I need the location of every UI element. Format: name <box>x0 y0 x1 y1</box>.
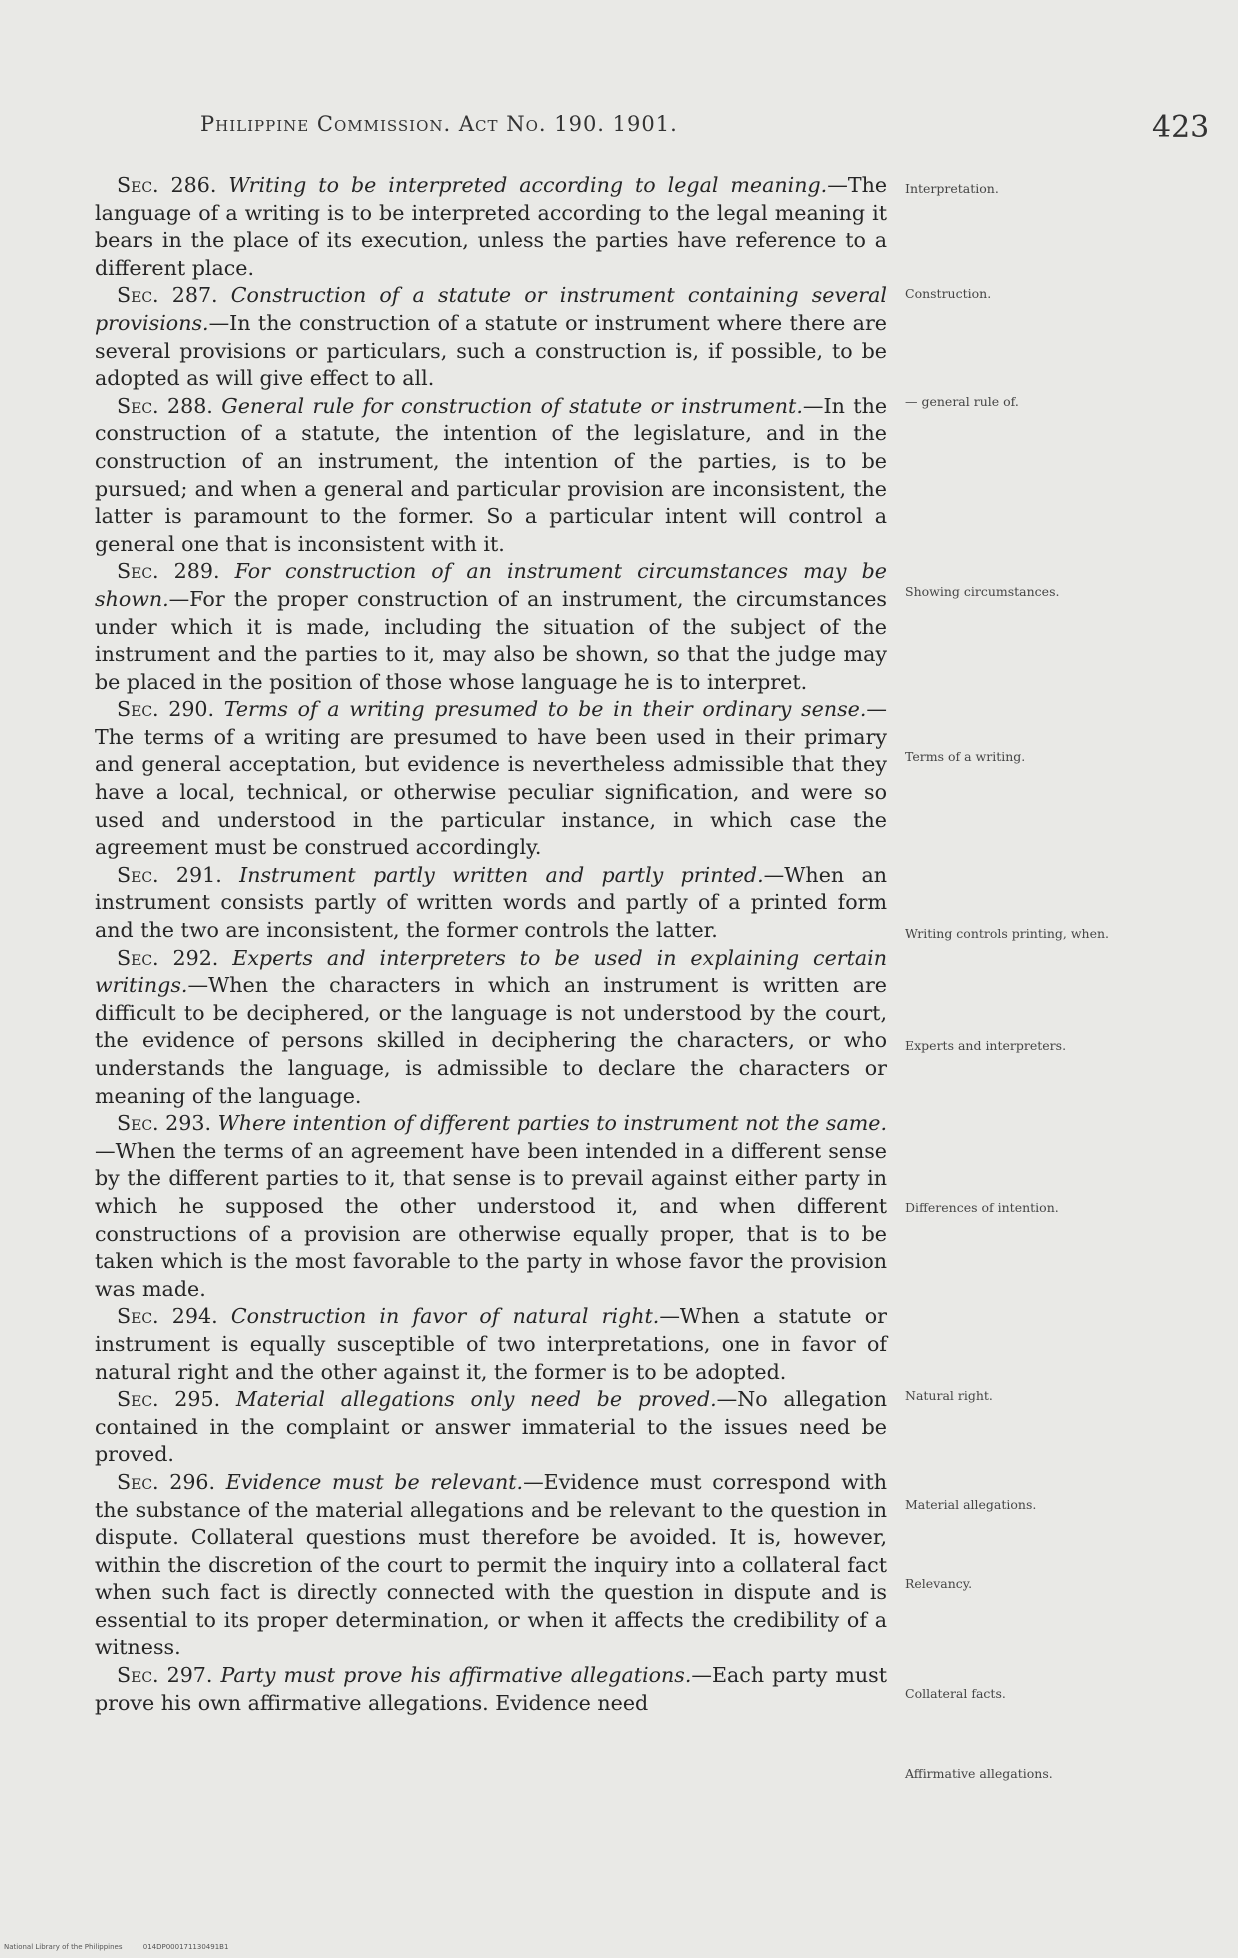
section-number: Sec. 297. <box>117 1663 213 1688</box>
section-text: —No allegation contained in the complaint or answer immaterial to the issues need be proved. <box>95 1387 887 1467</box>
margin-note-differences-of-intention: Differences of intention. <box>905 1200 1059 1215</box>
section-number: Sec. 291. <box>117 862 222 887</box>
margin-note-experts-interpreters: Experts and interpreters. <box>905 1038 1067 1053</box>
section-288 <box>95 393 887 559</box>
section-number: Sec. 290. <box>117 697 215 722</box>
section-title: General rule for construction of statute or instrument. <box>221 393 803 418</box>
section-number: Sec. 289. <box>117 559 220 584</box>
section-text: —The language of a writing is to be interpreted according to the legal meaning it bears in the place of its execution, unless the parties have reference to a different place. <box>95 173 888 280</box>
section-text: —When the terms of an agreement have been intended in a different sense by the different parties to it, that sense is to prevail against either party in which he supposed the other understood it, and when different constructions of a provision are otherwise equally proper, that is to be taken which is the most favorable to the party in whose favor the provision was made. <box>95 1138 887 1301</box>
section-text: —In the construction of a statute or instrument where there are several provisions or particulars, such a construction is, if possible, to be adopted as will give effect to all. <box>95 310 887 391</box>
section-title: Instrument partly written and partly printed. <box>239 862 764 887</box>
section-290 <box>95 696 887 862</box>
section-title: Writing to be interpreted according to legal meaning. <box>228 173 828 197</box>
section-text: —When the characters in which an instrument is written are difficult to be deciphered, or the language is not understood by the court, the evidence of persons skilled in deciphering the characters, or who understands the language, is admissible to declare the characters or meaning of the language. <box>95 973 887 1108</box>
section-number: Sec. 288. <box>117 393 213 418</box>
section-number: Sec. 293. <box>117 1111 212 1136</box>
section-text: —The terms of a writing are presumed to have been used in their primary and general acceptation, but evidence is nevertheless admissible that they have a local, technical, or otherwise peculiar signification, and were so used and understood in the particular instance, in which case the agreement must be construed accordingly. <box>95 697 887 860</box>
margin-note-affirmative-allegations: Affirmative allegations. <box>905 1766 1053 1781</box>
section-title: Experts and interpreters to be used in explaining certain writings. <box>95 945 888 998</box>
margin-note-natural-right: Natural right. <box>905 1388 993 1403</box>
section-text: —Evidence must correspond with the substance of the material allegations and be relevant to the question in dispute. Collateral questions must therefore be avoided. It is, however, within the discretion of the court to permit the inquiry into a collateral fact when such fact is directly connected with the question in dispute and is essential to its proper determination, or when it affects the credibility of a witness. <box>95 1469 887 1660</box>
section-297 <box>95 1662 887 1717</box>
section-number: Sec. 292. <box>117 945 219 970</box>
margin-note-material-allegations: Material allegations. <box>905 1497 1037 1512</box>
running-title: Philippine Commission. Act No. 190. 1901. <box>200 112 678 136</box>
section-295 <box>95 1386 887 1469</box>
section-text: —In the construction of a statute, the intention of the legislature, and in the construction of an instrument, the intention of the parties, is to be pursued; and when a general and particular provision are inconsistent, the latter is paramount to the former. So a particular intent will control a general one that is inconsistent with it. <box>95 393 888 556</box>
section-291 <box>95 862 887 945</box>
margin-note-construction: Construction. <box>905 286 992 301</box>
footer <box>4 1943 246 1951</box>
margin-note-showing-circumstances: Showing circumstances. <box>905 584 1060 599</box>
page-number: 423 <box>1152 110 1210 145</box>
section-292 <box>95 945 887 1111</box>
section-number: Sec. 287. <box>117 283 218 308</box>
margin-note-terms-of-writing: Terms of a writing. <box>905 749 1026 764</box>
footer-code: 014DP000171130491B1 <box>142 1943 229 1951</box>
footer-library: National Library of the Philippines <box>4 1943 123 1951</box>
section-title: Party must prove his affirmative allegations. <box>220 1663 692 1688</box>
section-289 <box>95 558 887 696</box>
section-294 <box>95 1303 887 1386</box>
section-title: Construction of a statute or instrument containing several provisions. <box>95 283 887 335</box>
section-text: —For the proper construction of an instrument, the circumstances under which it is made, including the situation of the subject of the instrument and the parties to it, may also be shown, so that the judge may be placed in the position of those whose language he is to interpret. <box>95 586 887 694</box>
section-number: Sec. 296. <box>117 1469 216 1494</box>
margin-note-general-rule: — general rule of. <box>905 394 1019 409</box>
section-title: For construction of an instrument circumstances may be shown. <box>95 559 887 611</box>
section-296 <box>95 1469 887 1662</box>
section-text: —When an instrument consists partly of written words and partly of a printed form and the two are inconsistent, the former controls the latter. <box>95 862 887 943</box>
section-title: Construction in favor of natural right. <box>230 1304 660 1329</box>
section-number: Sec. 294. <box>117 1304 218 1329</box>
section-286 <box>95 172 887 282</box>
margin-note-relevancy: Relevancy. <box>905 1576 973 1591</box>
section-287 <box>95 282 887 392</box>
section-title: Terms of a writing presumed to be in their ordinary sense. <box>223 697 867 722</box>
margin-note-collateral-facts: Collateral facts. <box>905 1686 1006 1701</box>
section-293 <box>95 1110 887 1303</box>
section-title: Evidence must be relevant. <box>225 1469 524 1494</box>
section-number: Sec. 286. <box>117 173 217 197</box>
section-text: —When a statute or instrument is equally susceptible of two interpretations, one in favor of natural right and the other against it, the former is to be adopted. <box>95 1304 887 1384</box>
section-title: Where intention of different parties to instrument not the same. <box>217 1111 887 1136</box>
margin-note-writing-controls-printing: Writing controls printing, when. <box>905 926 1110 941</box>
margin-note-interpretation: Interpretation. <box>905 181 999 196</box>
main-text-column <box>95 172 887 1717</box>
section-text: —Each party must prove his own affirmative allegations. Evidence need <box>95 1663 887 1715</box>
section-number: Sec. 295. <box>117 1387 221 1412</box>
section-title: Material allegations only need be proved. <box>235 1387 717 1412</box>
